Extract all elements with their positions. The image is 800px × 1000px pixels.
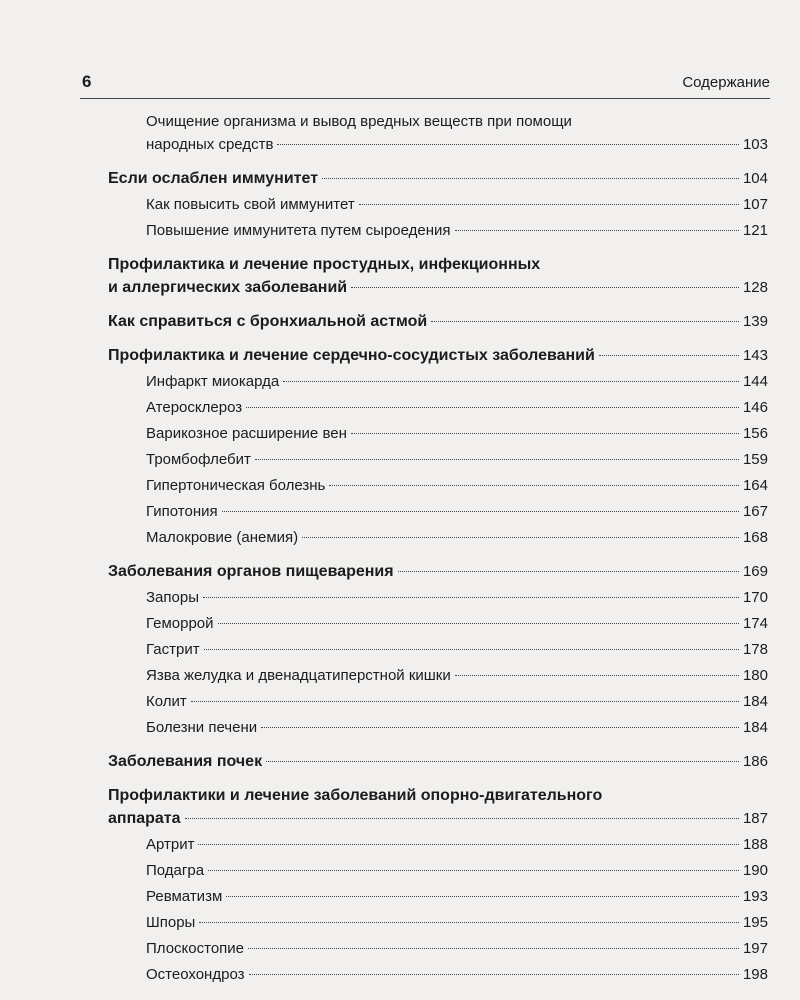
toc-entry-title: Если ослаблен иммунитет [108,170,319,187]
toc-entry-page: 159 [742,451,768,468]
toc-entry-title: Как справиться с бронхиальной астмой [108,313,428,330]
dot-leader [185,818,739,819]
toc-entry-page: 197 [742,940,768,957]
dot-leader [599,355,739,356]
toc-entry-page: 167 [742,503,768,520]
toc-entry-title: Запоры [146,589,199,606]
toc-entry [108,586,768,609]
dot-leader [455,230,739,231]
toc-entry [108,859,768,882]
toc-entry-page: 174 [742,615,768,632]
toc-entry [108,612,768,635]
toc-entry [108,344,768,367]
toc-entry-page: 193 [742,888,768,905]
toc-entry-title: Заболевания почек [108,753,263,770]
dot-leader [266,761,739,762]
toc-entry [108,664,768,687]
toc-entry-page: 187 [742,810,768,827]
dot-leader [359,204,739,205]
toc-entry [108,396,768,419]
toc-entry-page: 143 [742,347,768,364]
toc-entry-page: 170 [742,589,768,606]
toc-entry [108,638,768,661]
toc-entry [108,448,768,471]
toc-entry [108,963,768,986]
toc-entry [108,833,768,856]
toc-entry [108,560,768,583]
toc-entry [108,690,768,713]
dot-leader [199,922,739,923]
dot-leader [222,511,739,512]
dot-leader [398,571,739,572]
toc-entry-title: Тромбофлебит [146,451,251,468]
toc-entry [108,784,768,830]
toc-entry [108,219,768,242]
toc-entry-title-line1: Профилактики и лечение заболеваний опорно-двигательного [108,787,603,804]
dot-leader [277,144,739,145]
page-number: 6 [82,72,92,91]
toc-entry [108,422,768,445]
dot-leader [455,675,739,676]
toc-entry-page: 188 [742,836,768,853]
dot-leader [351,433,739,434]
toc-entry [108,526,768,549]
toc-entry [108,110,768,156]
dot-leader [198,844,738,845]
toc-entry [108,937,768,960]
toc-entry-page: 186 [742,753,768,770]
dot-leader [261,727,739,728]
toc-entry-title-line2: народных средств [146,136,274,153]
dot-leader [191,701,739,702]
toc-entry-page: 184 [742,693,768,710]
table-of-contents [108,110,768,989]
dot-leader [283,381,739,382]
dot-leader [208,870,739,871]
toc-entry-title: Повышение иммунитета путем сыроедения [146,222,451,239]
toc-entry-page: 103 [742,136,768,153]
toc-entry [108,370,768,393]
toc-entry [108,911,768,934]
toc-entry-page: 164 [742,477,768,494]
toc-entry [108,885,768,908]
toc-entry-title-line2: и аллергических заболеваний [108,279,348,296]
toc-entry-title: Заболевания органов пищеварения [108,563,394,580]
toc-entry-title: Инфаркт миокарда [146,373,280,390]
toc-entry-page: 198 [742,966,768,983]
toc-entry-title-line1: Очищение организма и вывод вредных веществ при помощи [146,113,572,130]
dot-leader [255,459,739,460]
toc-entry-title: Колит [146,693,187,710]
toc-entry-page: 156 [742,425,768,442]
dot-leader [204,649,739,650]
toc-entry-page: 104 [742,170,768,187]
toc-entry-page: 169 [742,563,768,580]
toc-entry [108,716,768,739]
toc-entry-title: Геморрой [146,615,214,632]
dot-leader [351,287,739,288]
toc-entry-title-line1: Профилактика и лечение простудных, инфекционных [108,256,541,273]
toc-entry-title: Гастрит [146,641,200,658]
dot-leader [246,407,739,408]
toc-entry-title: Атеросклероз [146,399,243,416]
dot-leader [431,321,739,322]
toc-entry-page: 121 [742,222,768,239]
toc-entry-title: Артрит [146,836,195,853]
toc-entry [108,310,768,333]
toc-entry-page: 190 [742,862,768,879]
toc-entry-title: Остеохондроз [146,966,245,983]
dot-leader [249,974,739,975]
toc-entry-page: 139 [742,313,768,330]
toc-entry-page: 146 [742,399,768,416]
toc-entry-title-line2: аппарата [108,810,181,827]
toc-entry-page: 180 [742,667,768,684]
toc-entry-title: Ревматизм [146,888,223,905]
dot-leader [329,485,739,486]
toc-entry-page: 107 [742,196,768,213]
header-rule [80,98,770,99]
toc-entry [108,750,768,773]
toc-entry-page: 144 [742,373,768,390]
toc-entry-title: Как повысить свой иммунитет [146,196,355,213]
dot-leader [218,623,739,624]
toc-entry-page: 184 [742,719,768,736]
toc-entry-title: Малокровие (анемия) [146,529,299,546]
toc-entry-page: 168 [742,529,768,546]
toc-entry-title: Подагра [146,862,205,879]
toc-entry [108,167,768,190]
toc-entry [108,253,768,299]
toc-entry [108,474,768,497]
toc-entry-title: Гипертоническая болезнь [146,477,326,494]
toc-entry-title: Язва желудка и двенадцатиперстной кишки [146,667,451,684]
toc-entry-page: 178 [742,641,768,658]
toc-entry-title: Плоскостопие [146,940,245,957]
toc-entry-title: Болезни печени [146,719,258,736]
toc-entry-title: Варикозное расширение вен [146,425,347,442]
toc-entry-title: Профилактика и лечение сердечно-сосудистых заболеваний [108,347,595,364]
dot-leader [248,948,739,949]
toc-entry [108,193,768,216]
toc-entry-title: Шпоры [146,914,196,931]
toc-entry-title: Гипотония [146,503,218,520]
dot-leader [226,896,739,897]
section-title: Содержание [682,74,770,91]
toc-entry-page: 195 [742,914,768,931]
dot-leader [203,597,739,598]
toc-entry [108,500,768,523]
dot-leader [302,537,739,538]
dot-leader [322,178,739,179]
toc-entry-page: 128 [742,279,768,296]
